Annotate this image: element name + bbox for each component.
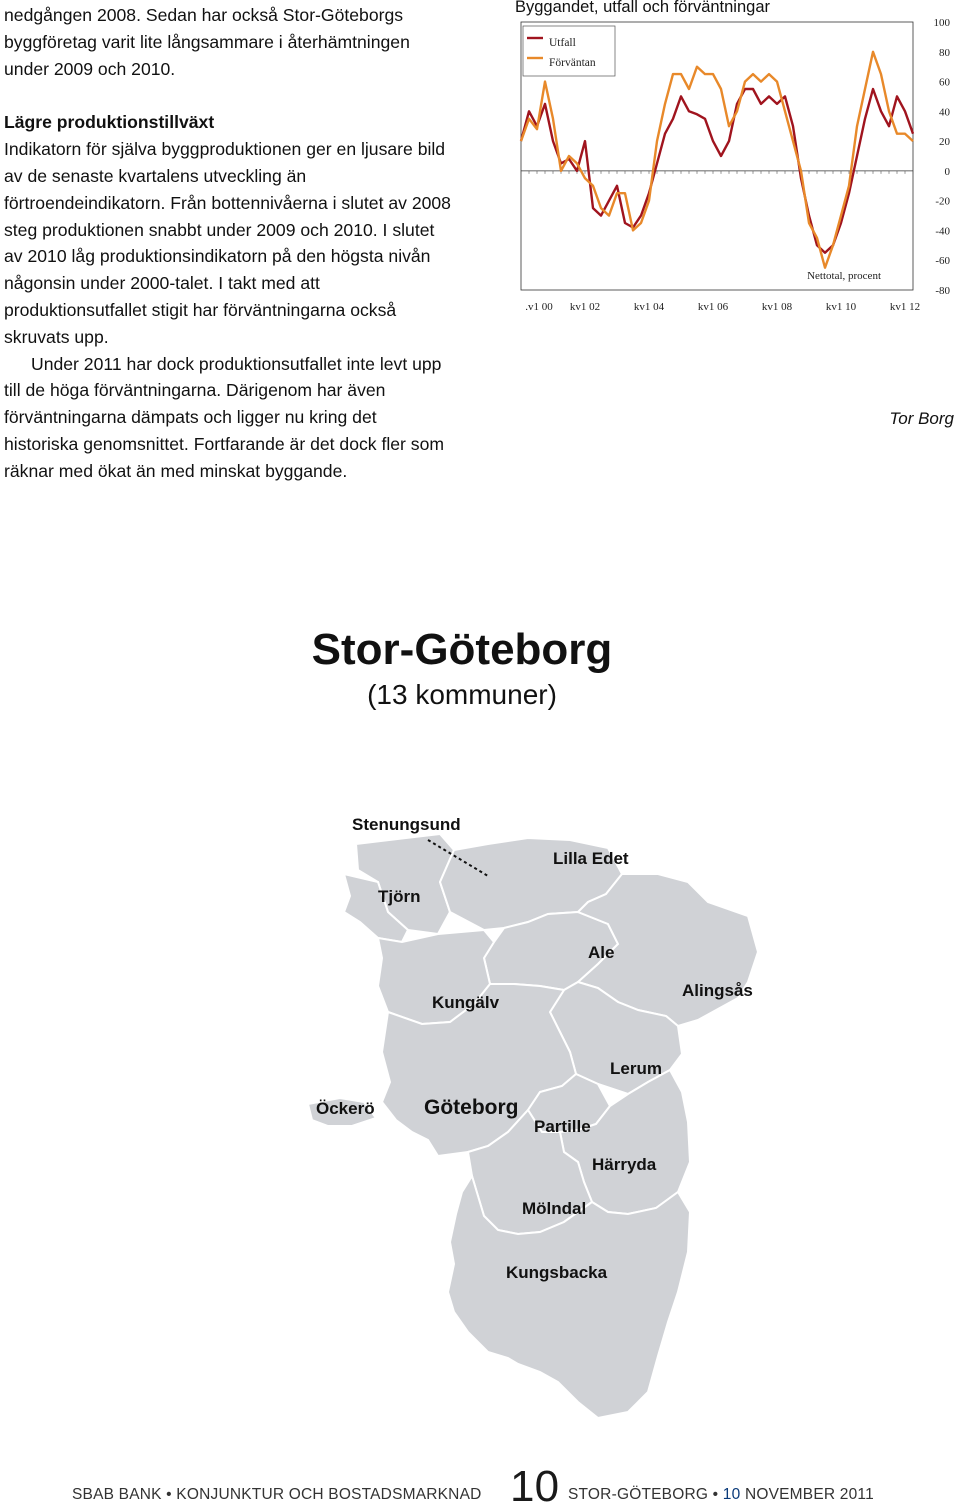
- y-tick-label: 20: [939, 136, 950, 149]
- unit-label: Nettotal, procent: [807, 270, 881, 282]
- y-tick-label: -20: [935, 195, 950, 208]
- footer-region: STOR-GÖTEBORG •: [568, 1486, 719, 1503]
- footer-month-year: NOVEMBER 2011: [744, 1486, 874, 1503]
- label-stenungsund: Stenungsund: [352, 815, 461, 834]
- y-tick-label: 100: [933, 17, 950, 29]
- x-tick-label: kv1 10: [825, 301, 857, 313]
- article-body: [4, 2, 454, 485]
- article-intro: nedgången 2008. Sedan har också Stor-Göteborgs byggföretag varit lite långsammare i återhämtningen under 2009 och 2010.: [4, 5, 410, 79]
- map-subtitle: (13 kommuner): [367, 679, 557, 710]
- label-kungalv: Kungälv: [432, 993, 500, 1012]
- article-paragraph-2: Under 2011 har dock produktionsutfallet inte levt upp till de höga förväntningarna. Därigenom har även förväntningarna dämpats och ligger nu kring det historiska genomsnittet. Fortfarande är det dock fler som räknar med ökat än med minskat byggande.: [4, 353, 445, 481]
- chart-title: Byggandet, utfall och förväntningar: [515, 0, 771, 16]
- label-ale: Ale: [588, 943, 615, 962]
- x-tick-label: kv1 08: [761, 301, 793, 313]
- page-number: 10: [510, 1462, 560, 1511]
- y-tick-label: 0: [944, 165, 950, 178]
- y-tick-label: 40: [939, 106, 950, 119]
- article-paragraph-1: Indikatorn för själva byggproduktionen ger en ljusare bild av de senaste kvartalens utveckling än förtroendeindikatorn. Från bottennivåerna i slutet av 2008 steg produktionen snabbt under 2009 och 2010. I slutet av 2010 låg produktionsindikatorn på den högsta nivån någonsin under 2000-talet. I takt med att produktionsutfallet stigit har förväntningarna också skruvats upp.: [4, 139, 451, 347]
- map-regions: [308, 834, 758, 1418]
- y-tick-label: 60: [939, 76, 950, 89]
- y-tick-label: -80: [935, 285, 950, 297]
- page-footer: [72, 1462, 922, 1511]
- label-lerum: Lerum: [610, 1059, 662, 1078]
- footer-day: 10: [722, 1486, 741, 1503]
- section-heading: Lägre produktionstillväxt: [4, 112, 215, 133]
- y-tick-label: 80: [939, 46, 950, 59]
- label-tjorn: Tjörn: [378, 887, 421, 906]
- label-partille: Partille: [534, 1117, 591, 1136]
- x-tick-label: kv1 04: [633, 301, 665, 313]
- municipality-map: [278, 612, 753, 1437]
- line-chart: [505, 18, 955, 318]
- x-tick-label: kv1 02: [569, 301, 601, 313]
- footer-edition: [568, 1486, 874, 1504]
- label-harryda: Härryda: [592, 1155, 657, 1174]
- label-goteborg: Göteborg: [424, 1096, 519, 1119]
- legend-label: Utfall: [549, 37, 576, 49]
- author-name: Tor Borg: [889, 409, 954, 428]
- footer-publication: SBAB BANK • KONJUNKTUR OCH BOSTADSMARKNAD: [72, 1486, 482, 1503]
- label-lilla-edet: Lilla Edet: [553, 849, 629, 868]
- x-tick-label: kv1 12: [889, 301, 921, 313]
- label-molndal: Mölndal: [522, 1199, 587, 1218]
- label-kungsbacka: Kungsbacka: [506, 1263, 608, 1282]
- x-tick-label: .v1 00: [525, 301, 553, 313]
- label-alingsas: Alingsås: [682, 981, 753, 1000]
- label-ockero: Öckerö: [316, 1099, 375, 1118]
- y-tick-label: -40: [935, 225, 950, 238]
- y-tick-label: -60: [935, 255, 950, 268]
- map-title: Stor-Göteborg: [311, 625, 613, 674]
- x-tick-label: kv1 06: [697, 301, 729, 313]
- legend-label: Förväntan: [549, 57, 596, 69]
